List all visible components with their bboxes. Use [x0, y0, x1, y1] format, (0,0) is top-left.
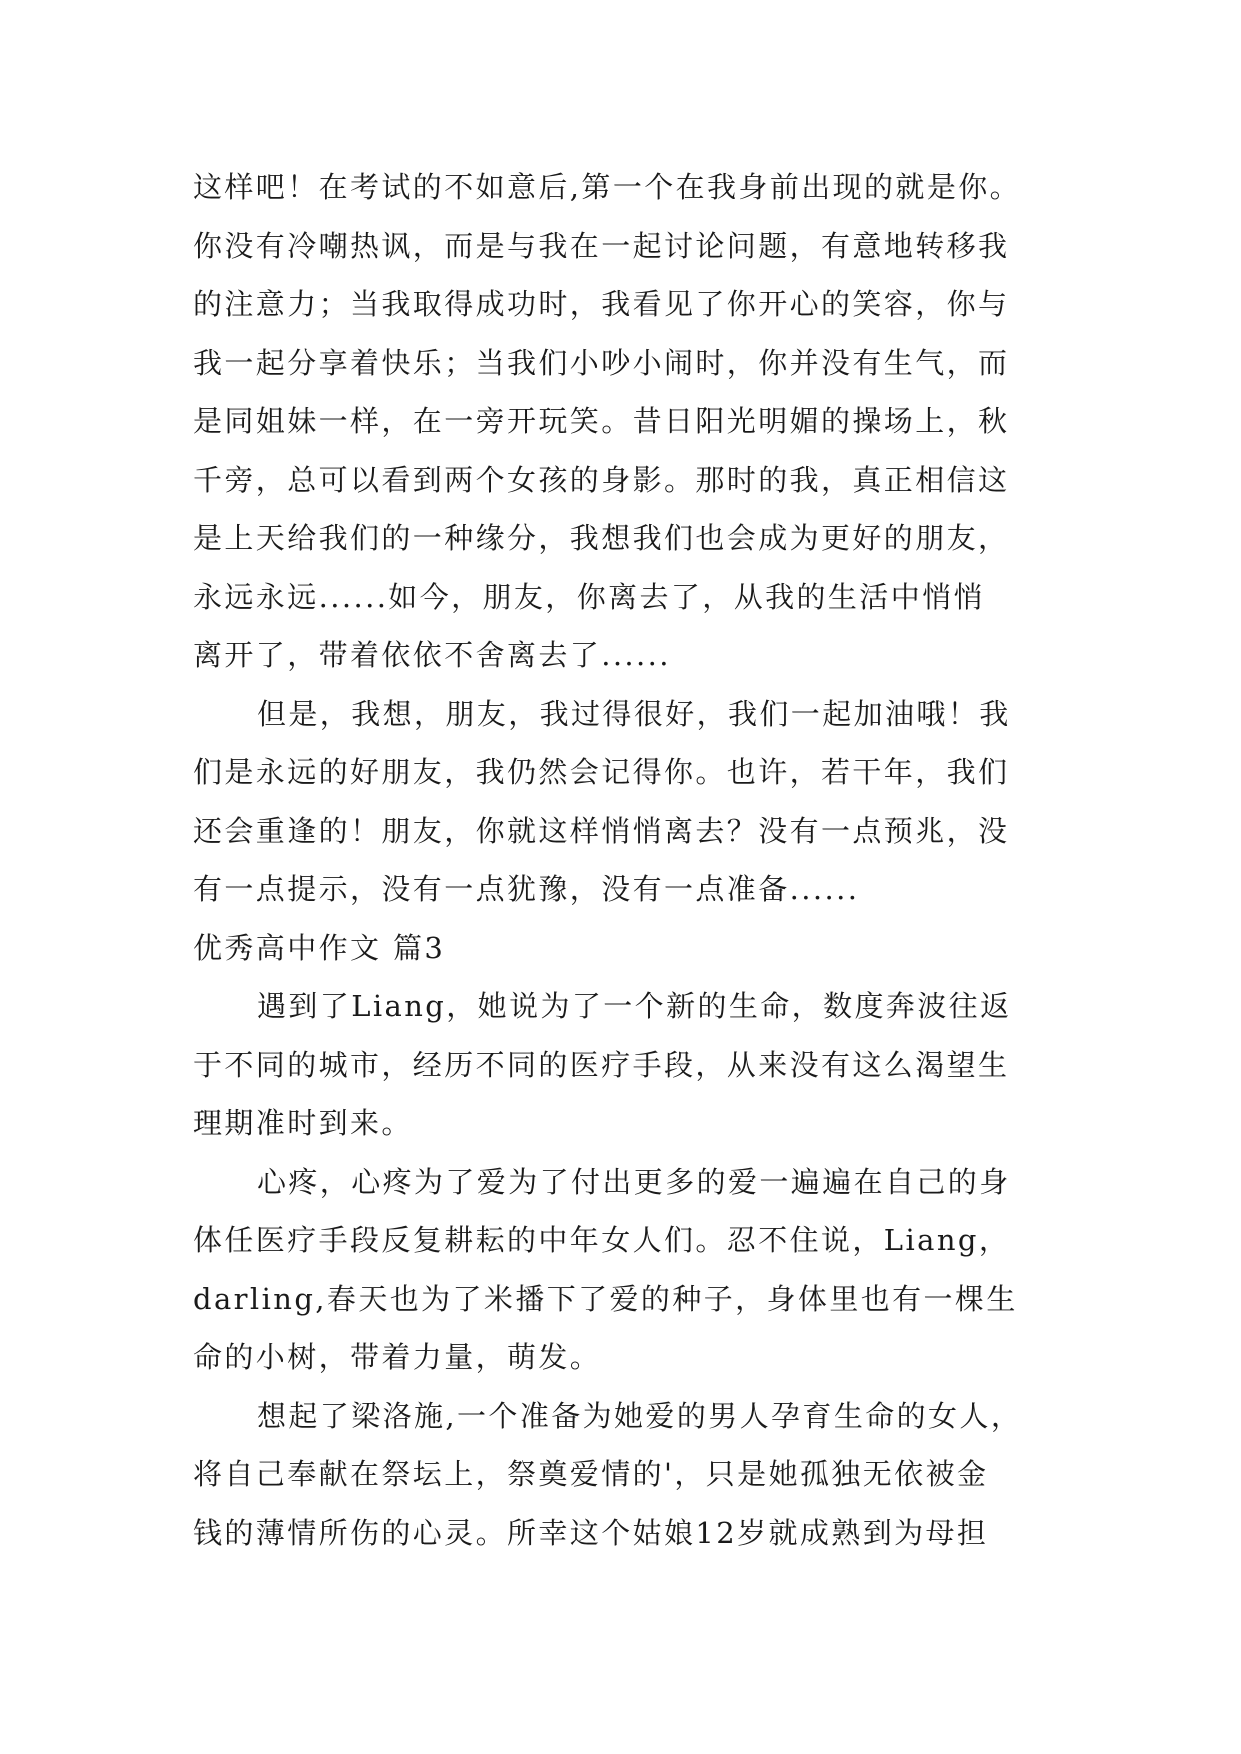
text-line: 是上天给我们的一种缘分，我想我们也会成为更好的朋友，	[193, 521, 1010, 555]
text-line: 遇到了Liang，她说为了一个新的生命，数度奔波往返	[257, 989, 1012, 1023]
text-line: 钱的薄情所伤的心灵。所幸这个姑娘12岁就成熟到为母担	[193, 1515, 989, 1550]
paragraph-3	[193, 977, 1093, 1153]
text-line: 还会重逢的！朋友，你就这样悄悄离去？没有一点预兆，没	[193, 813, 1010, 848]
text-line: 千旁，总可以看到两个女孩的身影。那时的我，真正相信这	[193, 462, 1010, 497]
text-line: 但是，我想，朋友，我过得很好，我们一起加油哦！我	[257, 696, 1011, 731]
paragraph-1	[193, 158, 1093, 685]
text-line: 想起了梁洛施,一个准备为她爱的男人孕育生命的女人，	[257, 1398, 1023, 1433]
text-line: 我一起分享着快乐；当我们小吵小闹时，你并没有生气，而	[193, 345, 1010, 380]
paragraph-2	[193, 685, 1093, 919]
text-line: 命的小树，带着力量，萌发。	[193, 1340, 602, 1374]
text-line: 于不同的城市，经历不同的医疗手段，从来没有这么渴望生	[193, 1047, 1010, 1082]
paragraph-5	[193, 1387, 1093, 1563]
text-line: darling,春天也为了米播下了爱的种子，身体里也有一棵生	[193, 1281, 1018, 1316]
text-line: 将自己奉献在祭坛上，祭奠爱情的'，只是她孤独无依被金	[193, 1457, 989, 1491]
section-heading	[193, 919, 1093, 978]
text-line: 你没有冷嘲热讽，而是与我在一起讨论问题，有意地转移我	[193, 228, 1010, 263]
paragraph-4	[193, 1153, 1093, 1387]
text-line: 们是永远的好朋友，我仍然会记得你。也许，若干年，我们	[193, 755, 1010, 789]
document-body	[193, 158, 1093, 1562]
text-line: 心疼，心疼为了爱为了付出更多的爱一遍遍在自己的身	[257, 1164, 1011, 1199]
text-line: 体任医疗手段反复耕耘的中年女人们。忍不住说，Liang，	[193, 1223, 1011, 1257]
text-line: 理期准时到来。	[193, 1106, 413, 1140]
text-line: 这样吧！在考试的不如意后,第一个在我身前出现的就是你。	[193, 170, 1022, 204]
text-line: 是同姐妹一样，在一旁开玩笑。昔日阳光明媚的操场上，秋	[193, 404, 1010, 438]
text-line: 的注意力；当我取得成功时，我看见了你开心的笑容，你与	[193, 287, 1010, 321]
text-line: 有一点提示，没有一点犹豫，没有一点准备......	[193, 872, 860, 906]
text-line: 离开了，带着依依不舍离去了......	[193, 638, 671, 672]
text-line: 永远永远......如今，朋友，你离去了，从我的生活中悄悄	[193, 579, 985, 614]
heading-text: 优秀高中作文 篇3	[193, 930, 446, 965]
